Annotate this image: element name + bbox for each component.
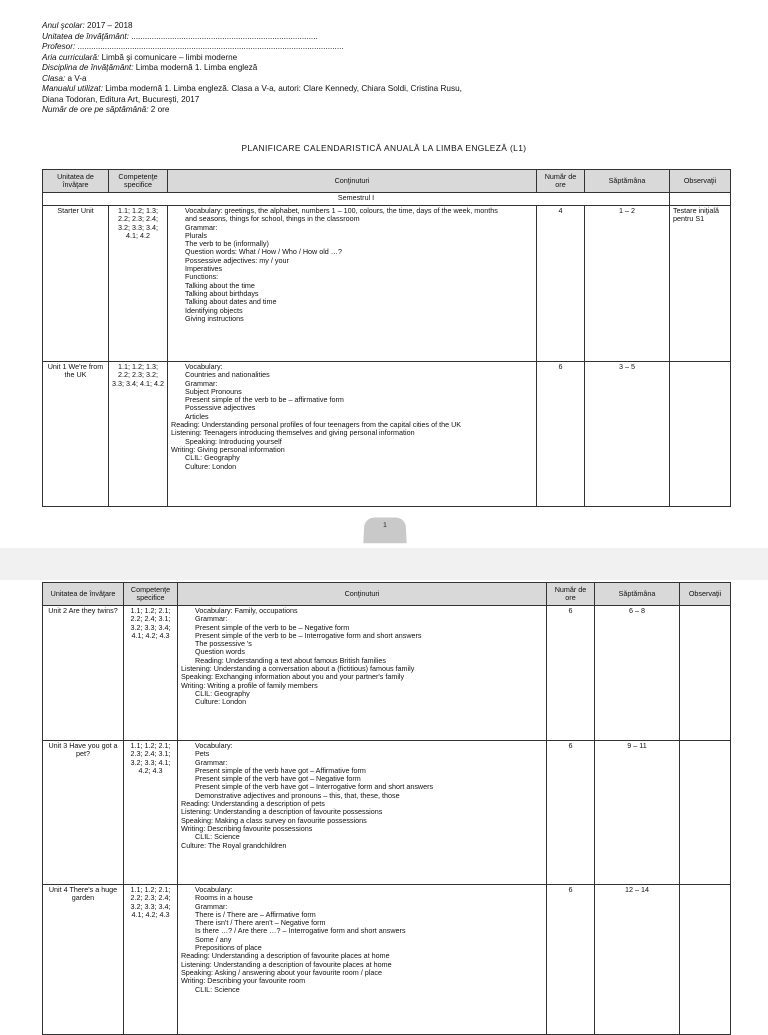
header-unit: Unitatea de învăţare — [43, 170, 109, 193]
document-header-info — [42, 21, 462, 116]
header-notes: Observaţii — [680, 583, 731, 606]
unit-weeks: 6 – 8 — [595, 606, 680, 741]
unit-hours: 6 — [537, 362, 585, 507]
meta-school-unit: Unitatea de învăţământ: .................................................................................. — [42, 31, 318, 41]
page-separator — [0, 548, 768, 580]
planning-table-page-2 — [42, 582, 731, 1035]
unit-hours: 6 — [547, 741, 595, 885]
table-row — [43, 206, 731, 362]
page-number: 1 — [383, 522, 387, 530]
semester-label: Semestrul I — [43, 193, 670, 206]
unit-competences: 1.1; 1.2; 2.1; 2.3; 2.4; 3.1; 3.2; 3.3; 4.1; 4.2; 4.3 — [124, 741, 178, 885]
unit-name: Starter Unit — [43, 206, 109, 362]
table-header-row — [43, 170, 731, 193]
unit-contents: Vocabulary: greetings, the alphabet, numbers 1 – 100, colours, the time, days of the week, months and seasons, things for school, things in the classroom Grammar: Plurals The verb to be (informally) Question words: What / How / Who / How old …? Possessive adjectives: my / your Imperatives Functions: Talking about the time Talking about birthdays Talking about dates and time Identifying objects Giving instructions — [168, 206, 537, 362]
meta-teacher: Profesor: ..................................................................................................................... — [42, 42, 344, 51]
table-row — [43, 606, 731, 741]
unit-competences: 1.1; 1.2; 2.1; 2.2; 2.3; 2.4; 3.2; 3.3; 3.4; 4.1; 4.2; 4.3 — [124, 885, 178, 1035]
meta-discipline: Disciplina de învăţământ: Limba modernă 1. Limba engleză — [42, 63, 258, 72]
header-contents: Conţinuturi — [178, 583, 547, 606]
table-row — [43, 885, 731, 1035]
unit-notes — [680, 885, 731, 1035]
table-header-row — [43, 583, 731, 606]
header-hours: Număr de ore — [537, 170, 585, 193]
header-competences: Competenţe specifice — [124, 583, 178, 606]
unit-contents: Vocabulary: Pets Grammar: Present simple of the verb have got – Affirmative form Present simple of the verb have got – Negative form Present simple of the verb have got – Interrogative form and short answers Demonstrative adjectives and pronouns – this, that, these, those Reading: Understanding a description of pets Listening: Understanding a description of favourite possessions Speaking: Making a class survey on favourite possessions Writing: Describing favourite possessions CLIL: Science Culture: The Royal grandchildren — [178, 741, 547, 885]
unit-contents: Vocabulary: Countries and nationalities Grammar: Subject Pronouns Present simple of the verb to be – affirmative form Possessive adjectives Articles Reading: Understanding personal profiles of four teenagers from the capital cities of the UK Listening: Teenagers introducing themselves and giving personal information Speaking: Introducing yourself Writing: Giving personal information CLIL: Geography Culture: London — [168, 362, 537, 507]
table-row — [43, 741, 731, 885]
meta-textbook: Manualul utilizat: Limba modernă 1. Limba engleză. Clasa a V-a, autori: Clare Kennedy, Chiara Soldi, Cristina Rusu, — [42, 84, 462, 93]
header-unit: Unitatea de învăţare — [43, 583, 124, 606]
table-row — [43, 362, 731, 507]
unit-name: Unit 3 Have you got a pet? — [43, 741, 124, 885]
unit-competences: 1.1; 1.2; 1.3; 2.2; 2.3; 3.2; 3.3; 3.4; 4.1; 4.2 — [109, 362, 168, 507]
unit-name: Unit 4 There's a huge garden — [43, 885, 124, 1035]
header-competences: Competenţe specifice — [109, 170, 168, 193]
meta-curricular-area: Aria curriculară: Limbă şi comunicare – limbi moderne — [42, 52, 238, 62]
page-number-tab — [363, 518, 406, 544]
unit-weeks: 3 – 5 — [585, 362, 670, 507]
meta-hours-per-week: Număr de ore pe săptămână: 2 ore — [42, 105, 170, 114]
unit-hours: 6 — [547, 606, 595, 741]
unit-hours: 6 — [547, 885, 595, 1035]
header-hours: Număr de ore — [547, 583, 595, 606]
unit-name: Unit 1 We're from the UK — [43, 362, 109, 507]
unit-hours: 4 — [537, 206, 585, 362]
unit-weeks: 9 – 11 — [595, 741, 680, 885]
meta-textbook-continued: Diana Todoran, Editura Art, Bucureşti, 2017 — [42, 94, 200, 104]
header-notes: Observaţii — [670, 170, 731, 193]
header-week: Săptămâna — [585, 170, 670, 193]
unit-weeks: 1 – 2 — [585, 206, 670, 362]
meta-class: Clasa: a V-a — [42, 73, 87, 83]
semester-row — [43, 193, 731, 206]
unit-competences: 1.1; 1.2; 1.3; 2.2; 2.3; 2.4; 3.2; 3.3; 3.4; 4.1; 4.2 — [109, 206, 168, 362]
unit-contents: Vocabulary: Family, occupations Grammar: Present simple of the verb to be – Negative form Present simple of the verb to be – Interrogative form and short answers The possessive 's Question words Reading: Understanding a text about famous British families Listening: Understanding a conversation about a (fictitious) famous family Speaking: Exchanging information about you and your partner's family Writing: Writing a profile of family members CLIL: Geography Culture: London — [178, 606, 547, 741]
unit-competences: 1.1; 1.2; 2.1; 2.2; 2.4; 3.1; 3.2; 3.3; 3.4; 4.1; 4.2; 4.3 — [124, 606, 178, 741]
unit-name: Unit 2 Are they twins? — [43, 606, 124, 741]
unit-notes — [680, 741, 731, 885]
unit-notes: Testare iniţială pentru S1 — [670, 206, 731, 362]
header-contents: Conţinuturi — [168, 170, 537, 193]
unit-weeks: 12 – 14 — [595, 885, 680, 1035]
planning-table-page-1 — [42, 169, 731, 507]
document-title: PLANIFICARE CALENDARISTICĂ ANUALĂ LA LIMBA ENGLEZĂ (L1) — [241, 143, 527, 153]
unit-notes — [680, 606, 731, 741]
unit-contents: Vocabulary: Rooms in a house Grammar: There is / There are – Affirmative form There isn't / There aren't – Negative form Is there …? / Are there …? – Interrogative form and short answers Some / any Prepositions of place Reading: Understanding a description of favourite places at home Listening: Understanding a description of favourite places at home Speaking: Asking / answering about your favourite room / place Writing: Describing your favourite room CLIL: Science — [178, 885, 547, 1035]
header-week: Săptămâna — [595, 583, 680, 606]
unit-notes — [670, 362, 731, 507]
meta-school-year: Anul şcolar: 2017 – 2018 — [42, 21, 133, 30]
